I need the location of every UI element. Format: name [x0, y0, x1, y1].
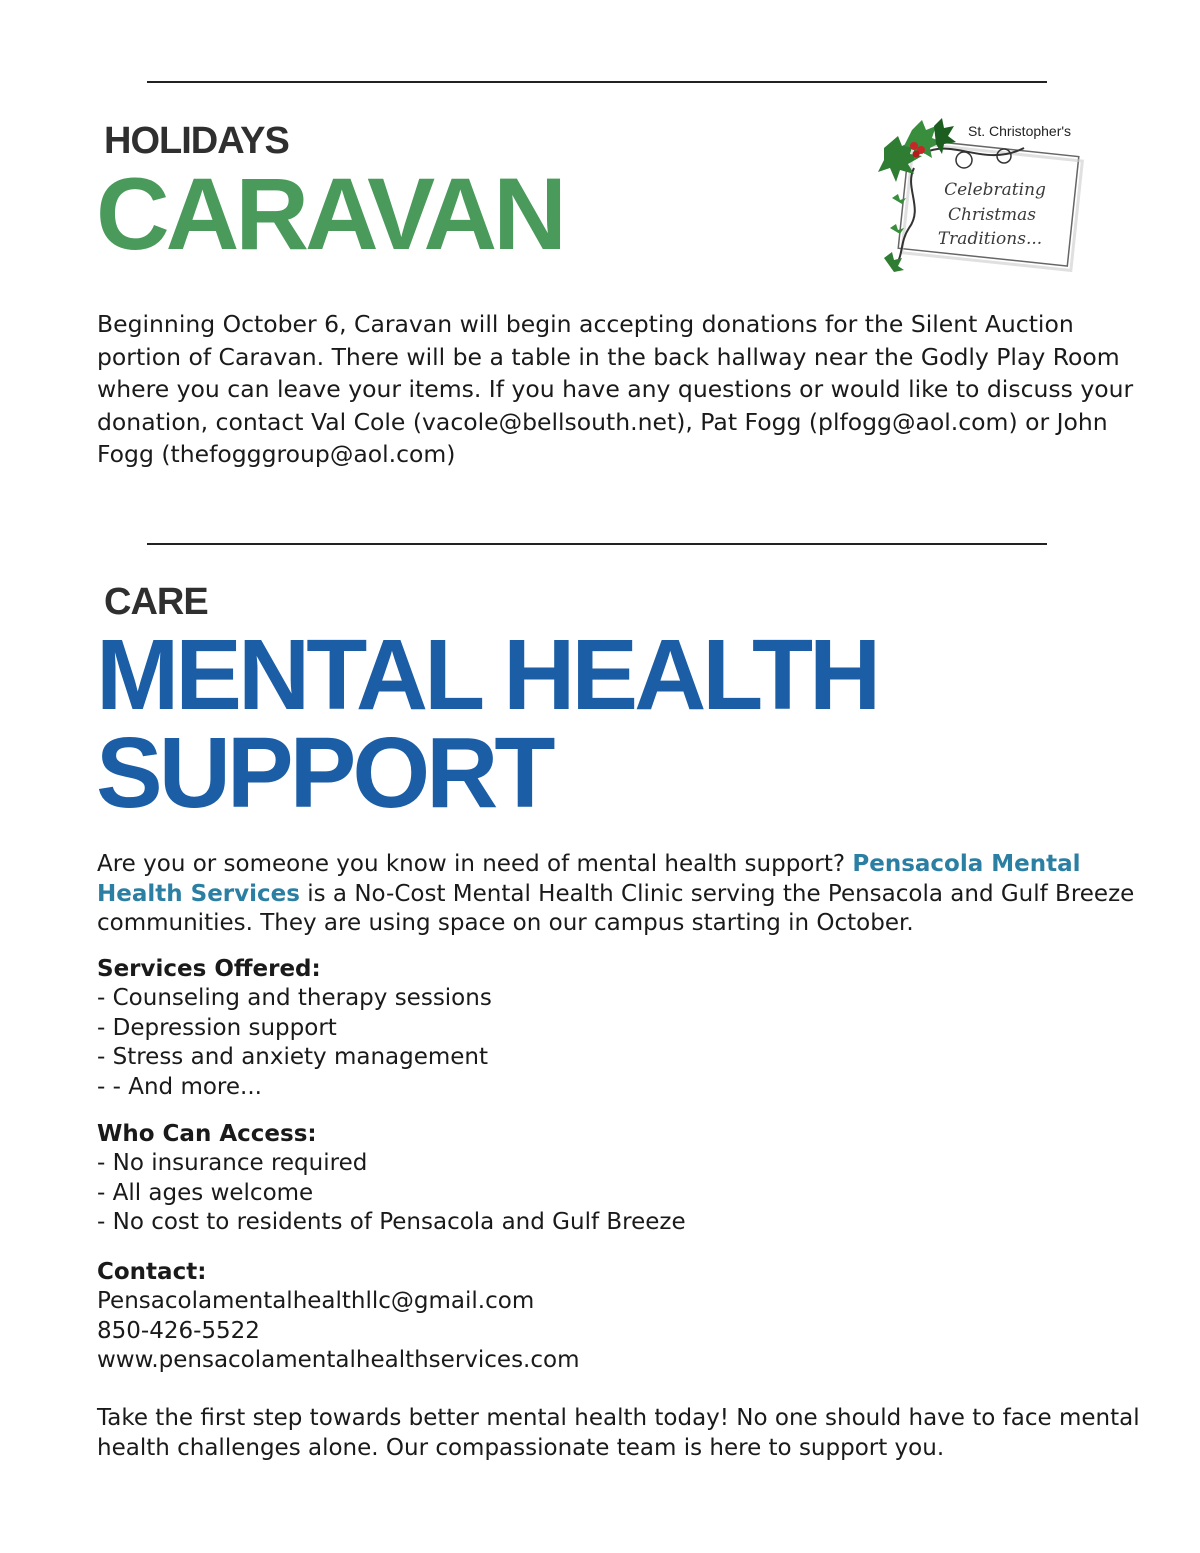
list-item: - No cost to residents of Pensacola and Gulf Breeze: [97, 1209, 686, 1236]
care-intro: [97, 850, 1157, 939]
contact-website[interactable]: www.pensacolamentalhealthservices.com: [97, 1347, 580, 1374]
care-intro-text-2: is a No-Cost Mental Health Clinic serving the Pensacola and Gulf Breeze communities. They are using space on our campus starting in October.: [97, 880, 1135, 936]
list-item: - Stress and anxiety management: [97, 1044, 489, 1071]
contact-heading: Contact:: [97, 1259, 207, 1285]
services-section: [97, 955, 492, 1102]
logo-line-1: Celebrating: [944, 180, 1046, 200]
caravan-body: Beginning October 6, Caravan will begin accepting donations for the Silent Auction portion of Caravan. There will be a table in the back hallway near the Godly Play Room where you can leave your items. If you have any questions or would like to discuss your donation, contact Val Cole (vacole@bellsouth.net), Pat Fogg (plfogg@aol.com) or John Fogg (thefogggroup@aol.com): [97, 310, 1134, 468]
care-title: [96, 619, 878, 829]
middle-divider: [147, 543, 1047, 545]
logo-line-2: Christmas: [947, 205, 1037, 225]
access-heading: Who Can Access:: [97, 1121, 317, 1147]
clinic-link[interactable]: Pensacola Mental Health Services: [97, 851, 1081, 907]
access-section: [97, 1120, 686, 1238]
list-item: - All ages welcome: [97, 1179, 314, 1206]
care-title-line-1: MENTAL HEALTH: [96, 619, 878, 731]
care-kicker: CARE: [104, 581, 208, 623]
care-title-line-2: SUPPORT: [96, 717, 552, 829]
list-item: - Depression support: [97, 1014, 337, 1041]
contact-email[interactable]: Pensacolamentalhealthllc@gmail.com: [97, 1288, 535, 1315]
caravan-kicker: HOLIDAYS: [104, 120, 289, 162]
contact-section: [97, 1258, 579, 1376]
list-item: - - And more...: [97, 1073, 262, 1100]
services-heading: Services Offered:: [97, 956, 321, 982]
care-intro-text: Are you or someone you know in need of mental health support?: [97, 851, 853, 877]
closing-text: Take the first step towards better mental health today! No one should have to face mental health challenges alone. Our compassionate team is here to support you.: [97, 1405, 1140, 1461]
contact-phone[interactable]: 850-426-5522: [97, 1317, 260, 1344]
top-divider: [147, 81, 1047, 83]
list-item: - No insurance required: [97, 1150, 368, 1177]
caravan-title: CARAVAN: [96, 157, 563, 271]
logo-line-3: Traditions...: [937, 229, 1043, 249]
logo-org-name: St. Christopher's: [968, 123, 1072, 139]
list-item: - Counseling and therapy sessions: [97, 985, 492, 1012]
